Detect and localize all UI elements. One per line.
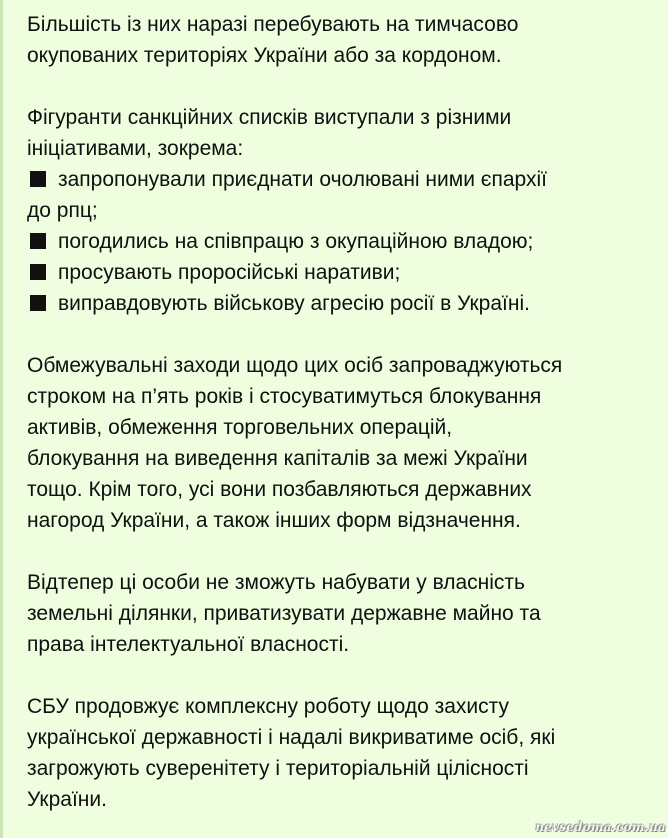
text-line: Обмежувальні заходи щодо цих осіб запроваджуються — [27, 354, 563, 377]
bullet-item — [27, 164, 659, 226]
bullet-text-continuation: до рпц; — [27, 199, 98, 222]
text-line: тощо. Крім того, усі вони позбавляються державних — [27, 478, 532, 501]
bullet-text: просувають проросійські наративи; — [58, 261, 401, 284]
bullet-line — [27, 288, 659, 319]
bullet-line — [27, 164, 659, 195]
paragraph-restrictions — [27, 350, 659, 536]
bullet-item — [27, 288, 659, 319]
text-line: права інтелектуальної власності. — [27, 633, 350, 656]
text-line: української державності і надалі викриватиме осіб, які — [27, 726, 556, 749]
black-square-icon — [30, 264, 46, 280]
bullet-item — [27, 226, 659, 257]
black-square-icon — [30, 295, 46, 311]
paragraph-location — [27, 9, 659, 71]
paragraph-sbu — [27, 691, 659, 815]
message-bubble-text — [27, 9, 659, 815]
bullet-text: виправдовують військову агресію росії в Україні. — [58, 292, 530, 315]
text-line: України. — [27, 788, 107, 811]
bullet-line — [27, 226, 659, 257]
watermark: nevsedoma.com.ua — [535, 820, 666, 834]
paragraph-property — [27, 567, 659, 660]
text-line: загрожують суверенітету і територіальній цілісності — [27, 757, 529, 780]
text-line: Фігуранти санкційних списків виступали з різними — [27, 106, 512, 129]
bullet-text: запропонували приєднати очолювані ними єпархії — [58, 168, 547, 191]
text-line: ініціативами, зокрема: — [27, 137, 244, 160]
text-line: земельні ділянки, приватизувати державне майно та — [27, 602, 541, 625]
black-square-icon — [30, 171, 46, 187]
text-line: блокування на виведення капіталів за межі України — [27, 447, 528, 470]
text-line: Більшість із них наразі перебувають на тимчасово — [27, 13, 519, 36]
bullet-text: погодились на співпрацю з окупаційною владою; — [58, 230, 534, 253]
bullet-line — [27, 257, 659, 288]
text-line: активів, обмеження торговельних операцій, — [27, 416, 453, 439]
bubble-left-edge — [0, 0, 3, 838]
paragraph-initiatives — [27, 102, 659, 319]
text-line: строком на п’ять років і стосуватимуться блокування — [27, 385, 542, 408]
bullet-item — [27, 257, 659, 288]
black-square-icon — [30, 233, 46, 249]
text-line: СБУ продовжує комплексну роботу щодо захисту — [27, 695, 510, 718]
text-line: нагород України, а також інших форм відзначення. — [27, 509, 521, 532]
text-line: окупованих територіях України або за кордоном. — [27, 44, 502, 67]
text-line: Відтепер ці особи не зможуть набувати у власність — [27, 571, 525, 594]
